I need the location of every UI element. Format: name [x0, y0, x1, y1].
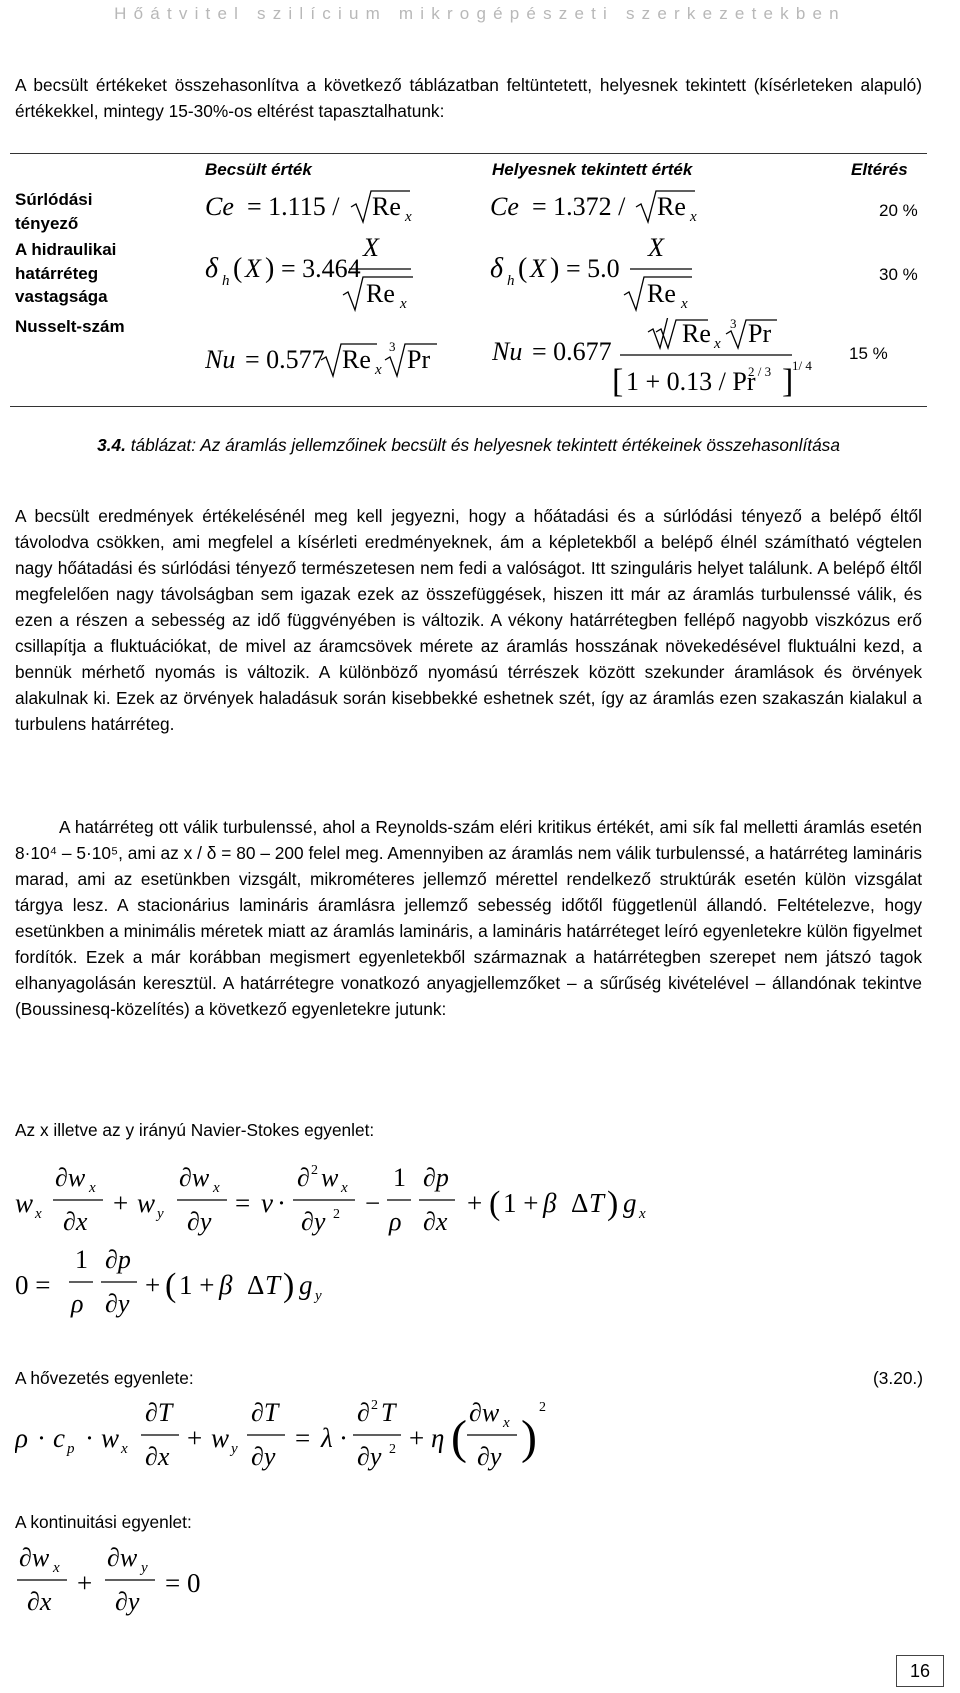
svg-text:Pr: Pr: [748, 319, 772, 348]
svg-text:T: T: [589, 1188, 605, 1218]
svg-text:∂T: ∂T: [145, 1398, 173, 1427]
svg-text:x: x: [53, 1560, 60, 1576]
svg-text:∂w: ∂w: [55, 1163, 86, 1192]
svg-text:= 1.372 /: = 1.372 /: [532, 192, 626, 221]
svg-text:x: x: [405, 209, 412, 225]
svg-text:= 0.677: = 0.677: [532, 337, 612, 366]
svg-text:x: x: [121, 1441, 128, 1457]
svg-text:1 + 0.13 / Pr: 1 + 0.13 / Pr: [626, 367, 756, 396]
svg-text:y: y: [157, 1206, 164, 1222]
svg-text:= 1.115 /: = 1.115 /: [247, 192, 340, 221]
svg-text:): ): [607, 1185, 619, 1222]
svg-text:+: +: [77, 1568, 93, 1598]
table-bottom-rule: [10, 406, 927, 407]
heat-equation-number: (3.20.): [873, 1368, 923, 1388]
svg-text:2: 2: [389, 1442, 396, 1457]
svg-text:+: +: [187, 1423, 203, 1453]
svg-text:∂p: ∂p: [105, 1245, 131, 1274]
svg-text:=: =: [235, 1188, 251, 1218]
svg-text:0 =: 0 =: [15, 1270, 51, 1300]
svg-text:Δ: Δ: [247, 1270, 265, 1300]
svg-text:∂: ∂: [357, 1398, 370, 1427]
svg-text:3: 3: [730, 318, 737, 331]
diff-friction: 20 %: [879, 201, 918, 220]
svg-text:x: x: [89, 1180, 96, 1196]
equation-navier-stokes-x: [15, 1160, 735, 1240]
svg-text:∂x: ∂x: [145, 1442, 170, 1471]
equation-heat: [15, 1395, 575, 1475]
svg-text:T: T: [381, 1398, 396, 1427]
svg-text:Nu: Nu: [205, 345, 236, 374]
svg-text:+: +: [145, 1270, 161, 1300]
svg-text:∂x: ∂x: [423, 1207, 448, 1236]
running-header: Hőátvitel szilícium mikrogépészeti szerkezetekben: [114, 4, 846, 23]
svg-text:ρ: ρ: [71, 1289, 84, 1318]
svg-text:η: η: [431, 1423, 445, 1453]
equation-continuity: [15, 1540, 255, 1620]
svg-text:g: g: [623, 1188, 637, 1218]
svg-text:): ): [283, 1267, 295, 1304]
svg-text:∂: ∂: [297, 1163, 310, 1192]
svg-text:x: x: [375, 362, 382, 378]
table-caption: [15, 433, 922, 458]
svg-text:2: 2: [371, 1398, 378, 1413]
svg-text:X: X: [530, 254, 546, 283]
svg-text:(: (: [233, 253, 243, 284]
svg-text:(: (: [489, 1185, 501, 1222]
svg-text:h: h: [507, 273, 515, 289]
svg-text:Re: Re: [647, 279, 676, 308]
svg-text:(: (: [518, 253, 528, 284]
svg-text:∂T: ∂T: [251, 1398, 279, 1427]
svg-text:ρ: ρ: [389, 1207, 402, 1236]
header-difference: Eltérés: [851, 160, 908, 179]
svg-text:+: +: [113, 1188, 129, 1218]
svg-text:y: y: [315, 1288, 322, 1304]
svg-text:= 3.464: = 3.464: [281, 254, 361, 283]
svg-text:=: =: [295, 1423, 311, 1453]
svg-text:X: X: [363, 233, 379, 262]
caption-text: táblázat: Az áramlás jellemzőinek becsült és helyesnek tekintett értékeinek összehasonlítása: [130, 435, 840, 455]
svg-text:∂y: ∂y: [357, 1442, 382, 1471]
formula-boundary-estimated: [205, 232, 435, 312]
svg-text:Nu: Nu: [492, 337, 523, 366]
svg-text:): ): [521, 1411, 537, 1464]
svg-text:δ: δ: [205, 253, 219, 284]
svg-text:x: x: [681, 296, 688, 312]
svg-text:w: w: [15, 1188, 34, 1218]
svg-text:∂y: ∂y: [477, 1442, 502, 1471]
page-number: 16: [896, 1655, 944, 1687]
svg-text:∂x: ∂x: [27, 1587, 52, 1616]
formula-friction-correct: [490, 185, 720, 229]
svg-text:= 5.0: = 5.0: [566, 254, 620, 283]
svg-text:x: x: [639, 1206, 646, 1222]
svg-text:Δ: Δ: [571, 1188, 589, 1218]
svg-text:·: ·: [277, 1188, 286, 1218]
svg-text:Ce: Ce: [205, 192, 234, 221]
svg-text:ρ: ρ: [15, 1423, 28, 1453]
svg-text:g: g: [299, 1270, 313, 1300]
svg-text:δ: δ: [490, 253, 504, 284]
svg-text:w: w: [101, 1423, 120, 1453]
heat-equation-heading: A hővezetés egyenlete:: [15, 1368, 194, 1388]
diff-nusselt: 15 %: [849, 344, 888, 363]
svg-text:Pr: Pr: [407, 345, 431, 374]
diff-boundary-layer: 30 %: [879, 265, 918, 284]
svg-text:β: β: [219, 1270, 233, 1300]
svg-text:2 / 3: 2 / 3: [748, 364, 772, 379]
formula-nusselt-correct: [492, 318, 822, 404]
svg-text:= 0: = 0: [165, 1568, 201, 1598]
svg-text:y: y: [141, 1560, 148, 1576]
svg-text:∂w: ∂w: [19, 1543, 50, 1572]
svg-text:): ): [550, 253, 560, 284]
svg-text:1/ 4: 1/ 4: [792, 358, 812, 373]
svg-text:β: β: [543, 1188, 557, 1218]
svg-text:w: w: [321, 1163, 339, 1192]
svg-text:x: x: [714, 336, 721, 352]
svg-text:2: 2: [539, 1400, 546, 1415]
row-label-nusselt: Nusselt-szám: [15, 317, 125, 336]
row-label-boundary-layer: A hidraulikai határréteg vastagsága: [15, 240, 117, 306]
svg-text:λ: λ: [321, 1423, 333, 1453]
svg-text:p: p: [67, 1441, 75, 1457]
svg-text:Re: Re: [342, 345, 371, 374]
svg-text:Re: Re: [366, 279, 395, 308]
svg-text:1: 1: [393, 1163, 406, 1192]
svg-text:+: +: [467, 1188, 483, 1218]
svg-text:w: w: [211, 1423, 230, 1453]
svg-text:X: X: [245, 254, 261, 283]
svg-text:x: x: [690, 209, 697, 225]
svg-text:3: 3: [389, 339, 396, 354]
svg-text:(: (: [451, 1411, 467, 1464]
svg-text:x: x: [400, 296, 407, 312]
continuity-heading: A kontinuitási egyenlet:: [15, 1512, 192, 1532]
svg-text:Re: Re: [657, 192, 686, 221]
svg-text:−: −: [365, 1188, 381, 1218]
svg-text:∂y: ∂y: [105, 1289, 130, 1318]
svg-text:·: ·: [339, 1423, 348, 1453]
svg-text:T: T: [265, 1270, 281, 1300]
svg-text:]: ]: [782, 363, 794, 400]
body-paragraph-2: A határréteg ott válik turbulenssé, ahol a Reynolds-szám eléri kritikus értékét, ami sík fal melletti áramlás esetén 8·10⁴ – 5·10⁵, ami az x / δ = 80 – 200 felel meg. Amennyiben az áramlás nem válik turbulenssé, a határréteg lamináris marad, ami az esetünkben vizsgált, mikrométeres jellemző mérettel rendelkező struktúrák esetén külön vizsgálat tárgya lesz. A stacionárius lamináris áramlásra jellemző sebesség időtől függetlenül állandó. Feltételezve, hogy esetünkben a minimális méretek miatt az áramlás lamináris, a lamináris határréteget leíró egyenletekre külön figyelmet fordítók. Ezek a már korábban megismert egyenletekből származnak a határrétegben szerepet nem játszó tagok elhanyagolásán keresztül. A határrétegre vonatkozó anyagjellemzőket – a sűrűség kivételével – állandónak tekintve (Boussinesq-közelítés) a következő egyenletekre jutunk:: [15, 817, 922, 1019]
header-correct: Helyesnek tekintett érték: [492, 160, 693, 179]
formula-friction-estimated: [205, 185, 435, 229]
svg-text:[: [: [612, 363, 624, 400]
svg-text:X: X: [648, 233, 664, 262]
svg-text:∂w: ∂w: [469, 1398, 500, 1427]
svg-text:c: c: [53, 1423, 65, 1453]
header-estimated: Becsült érték: [205, 160, 312, 179]
svg-text:x: x: [341, 1180, 348, 1196]
formula-nusselt-estimated: [205, 338, 450, 384]
svg-text:1 +: 1 +: [179, 1270, 215, 1300]
svg-text:2: 2: [333, 1207, 340, 1222]
equation-navier-stokes-y: [15, 1242, 435, 1320]
svg-text:·: ·: [85, 1423, 94, 1453]
table-top-rule: [10, 153, 927, 154]
svg-text:Re: Re: [372, 192, 401, 221]
svg-text:+: +: [409, 1423, 425, 1453]
svg-text:x: x: [213, 1180, 220, 1196]
svg-text:1 +: 1 +: [503, 1188, 539, 1218]
svg-text:h: h: [222, 273, 230, 289]
svg-text:1: 1: [75, 1245, 88, 1274]
svg-text:∂x: ∂x: [63, 1207, 88, 1236]
navier-stokes-heading: Az x illetve az y irányú Navier-Stokes egyenlet:: [15, 1120, 375, 1140]
svg-text:∂w: ∂w: [179, 1163, 210, 1192]
svg-text:w: w: [137, 1188, 156, 1218]
svg-text:y: y: [231, 1441, 238, 1457]
svg-text:2: 2: [311, 1163, 318, 1178]
intro-paragraph: A becsült értékeket összehasonlítva a következő táblázatban feltüntetett, helyesnek tekintett (kísérleteken alapuló) értékekkel, mintegy 15-30%-os eltérést tapasztalhatunk:: [15, 75, 922, 121]
svg-text:x: x: [503, 1415, 510, 1431]
row-label-friction: Súrlódási tényező: [15, 190, 93, 233]
svg-text:∂y: ∂y: [115, 1587, 140, 1616]
svg-text:∂p: ∂p: [423, 1163, 449, 1192]
svg-text:·: ·: [37, 1423, 46, 1453]
body-paragraph-1: A becsült eredmények értékelésénél meg kell jegyezni, hogy a hőátadási és a súrlódási tényező a belépő éltől távolodva csökken, ami megfelel a kísérleti eredményeknek, ám a képletekből a belépő élnél számítható végtelen nagy hőátadási és súrlódási tényező természetesen nem fedi a valóságot. Itt szinguláris helyet találunk. A belépő éltől megfelelően nagy távolságban sem igazak ezek az összefüggések, hiszen itt már az áramlás turbulenssé válik, és ezen a részen a sebesség az idő függvényében is változik. A vékony határrétegben fellépő nagyobb viszkózus erő csillapítja a fluktuációkat, de mivel az áramcsövek mérete az áramlás hosszának növekedésével fluktuálni kezd, a bennük mérhető nyomás is változik. A különböző nyomású térrészek között szekunder áramlások és örvények alakulnak ki. Ezek az örvények haladásuk során kisebbekké eshetnek szét, így az áramlás ezen szakaszán kialakul a turbulens határréteg.: [15, 506, 922, 734]
svg-text:x: x: [35, 1206, 42, 1222]
svg-text:): ): [265, 253, 275, 284]
svg-text:Ce: Ce: [490, 192, 519, 221]
svg-text:ν: ν: [261, 1188, 273, 1218]
svg-text:∂y: ∂y: [187, 1207, 212, 1236]
caption-number: 3.4.: [97, 435, 126, 455]
svg-text:∂w: ∂w: [107, 1543, 138, 1572]
formula-boundary-correct: [490, 232, 720, 312]
svg-text:= 0.577: = 0.577: [245, 345, 325, 374]
svg-text:∂y: ∂y: [251, 1442, 276, 1471]
svg-text:(: (: [165, 1267, 177, 1304]
svg-text:∂y: ∂y: [301, 1207, 326, 1236]
svg-text:Re: Re: [682, 319, 711, 348]
